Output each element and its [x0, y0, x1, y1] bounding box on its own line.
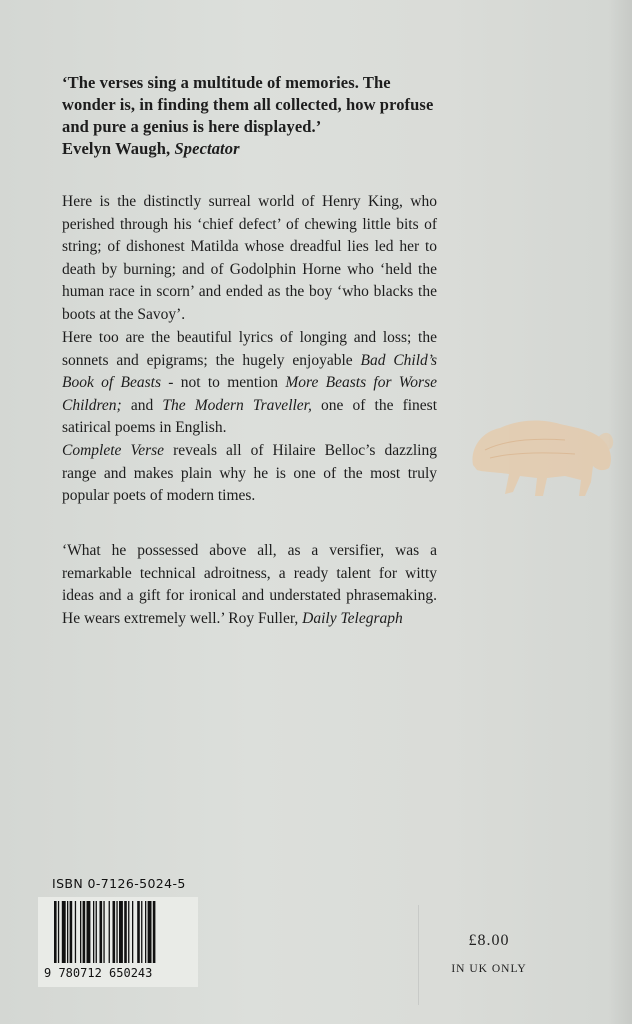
book-title: Bad Child’s Book of Beasts	[62, 351, 437, 392]
barcode-bar	[75, 901, 76, 963]
price-box	[418, 905, 559, 1005]
quote-source: Daily Telegraph	[302, 609, 403, 627]
spine-edge	[608, 0, 632, 1024]
blurb-paragraph-1: Here is the distinctly surreal world of Henry King, who perished through his ‘chief defect’ of chewing little bits of string; of dishonest Matilda whose dreadful lies led her to death by burning; and of Godolphin Horne who ‘held the human race in scorn’ and ended as the boy ‘who blacks the boots at the Savoy’.	[62, 193, 437, 323]
text-run: one of the finest satirical poems in English.	[62, 396, 437, 437]
bison-illustration-icon	[465, 410, 615, 505]
barcode-bar	[93, 901, 94, 963]
text-run: - not to mention	[160, 374, 286, 392]
barcode-number: 9 780712 650243	[44, 966, 153, 980]
barcode-bar	[80, 901, 81, 963]
barcode-bar	[109, 901, 110, 963]
quote-source: Spectator	[174, 139, 240, 158]
barcode-bar	[128, 901, 129, 963]
barcode-bar	[137, 901, 140, 963]
barcode-bar	[141, 901, 142, 963]
review-quote-2	[62, 540, 437, 630]
blurb-paragraph-2	[62, 327, 437, 440]
quote-text: ‘What he possessed above all, as a versifier, was a remarkable technical adroitness, a ready talent for witty ideas and a gift for ironical and understated phrasemaking. He wears extremely well.’ Roy Fuller,	[62, 542, 437, 627]
barcode-bar	[62, 901, 66, 963]
text-run: and	[121, 396, 163, 414]
barcode-bar	[148, 901, 152, 963]
text-run: reveals all of Hilaire Belloc’s dazzling range and makes plain why he is one of the most truly popular poets of modern times.	[62, 442, 437, 505]
text-run: Here too are the beautiful lyrics of longing and loss; the sonnets and epigrams; the hugely enjoyable	[62, 329, 437, 369]
barcode-bar	[100, 901, 103, 963]
barcode-bar	[67, 901, 68, 963]
barcode-bar	[83, 901, 86, 963]
barcode-bar	[132, 901, 133, 963]
top-review-quote	[62, 72, 447, 160]
barcode-bar	[96, 901, 97, 963]
barcode-bar	[119, 901, 123, 963]
quote-attribution	[62, 138, 447, 160]
quote-author: Evelyn Waugh,	[62, 139, 171, 158]
barcode-bar	[124, 901, 127, 963]
barcode-bar	[153, 901, 156, 963]
barcode-bar	[54, 901, 57, 963]
barcode-bar	[116, 901, 117, 963]
book-title: More Beasts for Worse Children;	[62, 374, 437, 414]
price: £8.00	[468, 932, 510, 949]
barcode	[38, 897, 198, 987]
barcode-bar	[87, 901, 91, 963]
quote-text: ‘The verses sing a multitude of memories. The wonder is, in finding them all collected, how profuse and pure a genius is here displayed.’	[62, 73, 434, 136]
book-title: Complete Verse	[62, 442, 165, 459]
barcode-bar	[58, 901, 59, 963]
blurb-paragraph-3	[62, 440, 437, 508]
book-title: The Modern Traveller,	[162, 396, 312, 414]
barcode-bar	[103, 901, 104, 963]
barcode-bar	[70, 901, 73, 963]
barcode-bar	[113, 901, 116, 963]
price-region: IN UK ONLY	[451, 963, 527, 975]
barcode-bar	[145, 901, 146, 963]
isbn-text: ISBN 0-7126-5024-5	[52, 876, 186, 891]
